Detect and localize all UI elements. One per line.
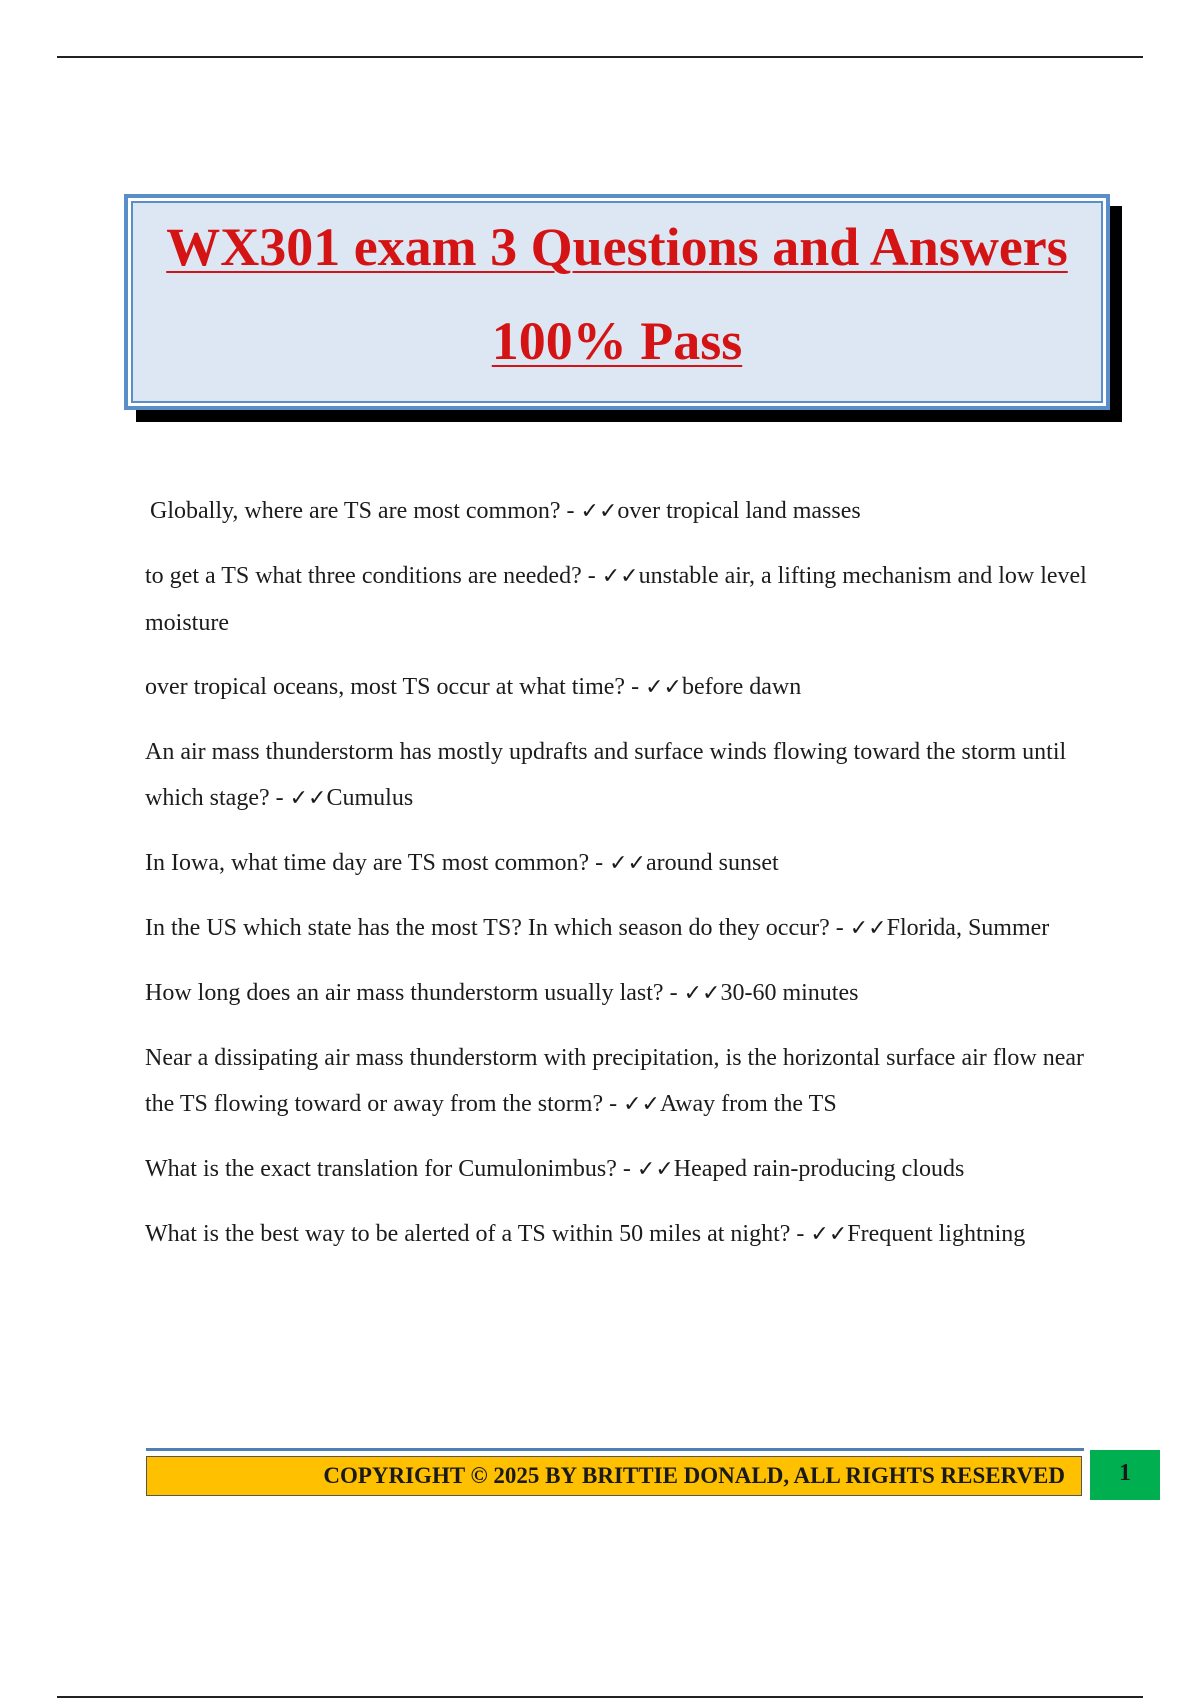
qa-question: In Iowa, what time day are TS most common? [145,850,590,876]
qa-answer: Away from the TS [660,1091,837,1117]
top-rule [57,56,1143,58]
qa-separator: - [625,674,646,700]
qa-answer: Frequent lightning [847,1221,1026,1247]
qa-answer: around sunset [646,850,779,876]
qa-answer: before dawn [681,674,802,700]
check-mark-icon: ✓✓ [645,675,682,700]
qa-question: over tropical oceans, most TS occur at what time? [145,674,626,700]
check-mark-icon: ✓✓ [683,981,721,1006]
qa-answer: Cumulus [326,785,414,811]
qa-item [145,905,1095,952]
check-mark-icon: ✓✓ [810,1222,848,1247]
qa-question: How long does an air mass thunderstorm usually last? [145,980,664,1006]
qa-answer: Florida, Summer [886,915,1050,941]
qa-separator: - [603,1091,624,1117]
qa-answer: unstable air, a lifting mechanism and low level moisture [145,563,1087,636]
qa-question: Near a dissipating air mass thunderstorm with precipitation, is the horizontal surface air flow near the TS flowing toward or away from the storm? [145,1045,1085,1117]
copyright-bar [146,1456,1082,1496]
qa-question: An air mass thunderstorm has mostly updrafts and surface winds flowing toward the storm until which stage? [145,739,1067,811]
check-mark-icon: ✓✓ [849,916,887,941]
check-mark-icon: ✓✓ [289,786,327,811]
qa-list [145,488,1095,1276]
qa-separator: - [269,785,290,811]
qa-separator: - [663,980,684,1006]
page-number: 1 [1119,1460,1131,1486]
qa-answer: 30-60 minutes [720,980,859,1006]
check-mark-icon: ✓✓ [580,499,618,524]
qa-item [145,729,1095,822]
qa-item [145,1146,1095,1193]
document-subtitle: 100% Pass [491,311,743,371]
qa-question: Globally, where are TS are most common? [150,498,561,524]
qa-question: In the US which state has the most TS? In which season do they occur? [145,915,830,941]
check-mark-icon: ✓✓ [636,1157,674,1182]
title-banner [124,194,1110,410]
check-mark-icon: ✓✓ [609,851,646,876]
copyright-text: COPYRIGHT © 2025 BY BRITTIE DONALD, ALL RIGHTS RESERVED [323,1463,1065,1488]
qa-separator: - [616,1156,637,1182]
qa-separator: - [589,850,610,876]
qa-separator: - [581,563,602,589]
qa-question: to get a TS what three conditions are needed? [145,563,582,589]
document-title: WX301 exam 3 Questions and Answers [166,217,1068,277]
qa-answer: over tropical land masses [617,498,861,524]
page-number-box [1090,1450,1160,1500]
qa-item [145,1211,1095,1258]
footer-rule [146,1448,1084,1451]
check-mark-icon: ✓✓ [601,564,639,589]
qa-separator: - [790,1221,811,1247]
qa-answer: Heaped rain-producing clouds [673,1156,965,1182]
title-box [124,194,1110,410]
qa-question: What is the best way to be alerted of a TS within 50 miles at night? [145,1221,791,1247]
qa-item [145,664,1095,711]
qa-separator: - [560,498,581,524]
qa-item [145,970,1095,1017]
qa-item [145,1035,1095,1128]
qa-question: What is the exact translation for Cumulonimbus? [145,1156,617,1182]
bottom-rule [57,1696,1143,1698]
qa-separator: - [829,915,850,941]
qa-item [145,488,1095,535]
check-mark-icon: ✓✓ [623,1092,660,1117]
qa-item [145,840,1095,887]
qa-item [145,553,1095,646]
